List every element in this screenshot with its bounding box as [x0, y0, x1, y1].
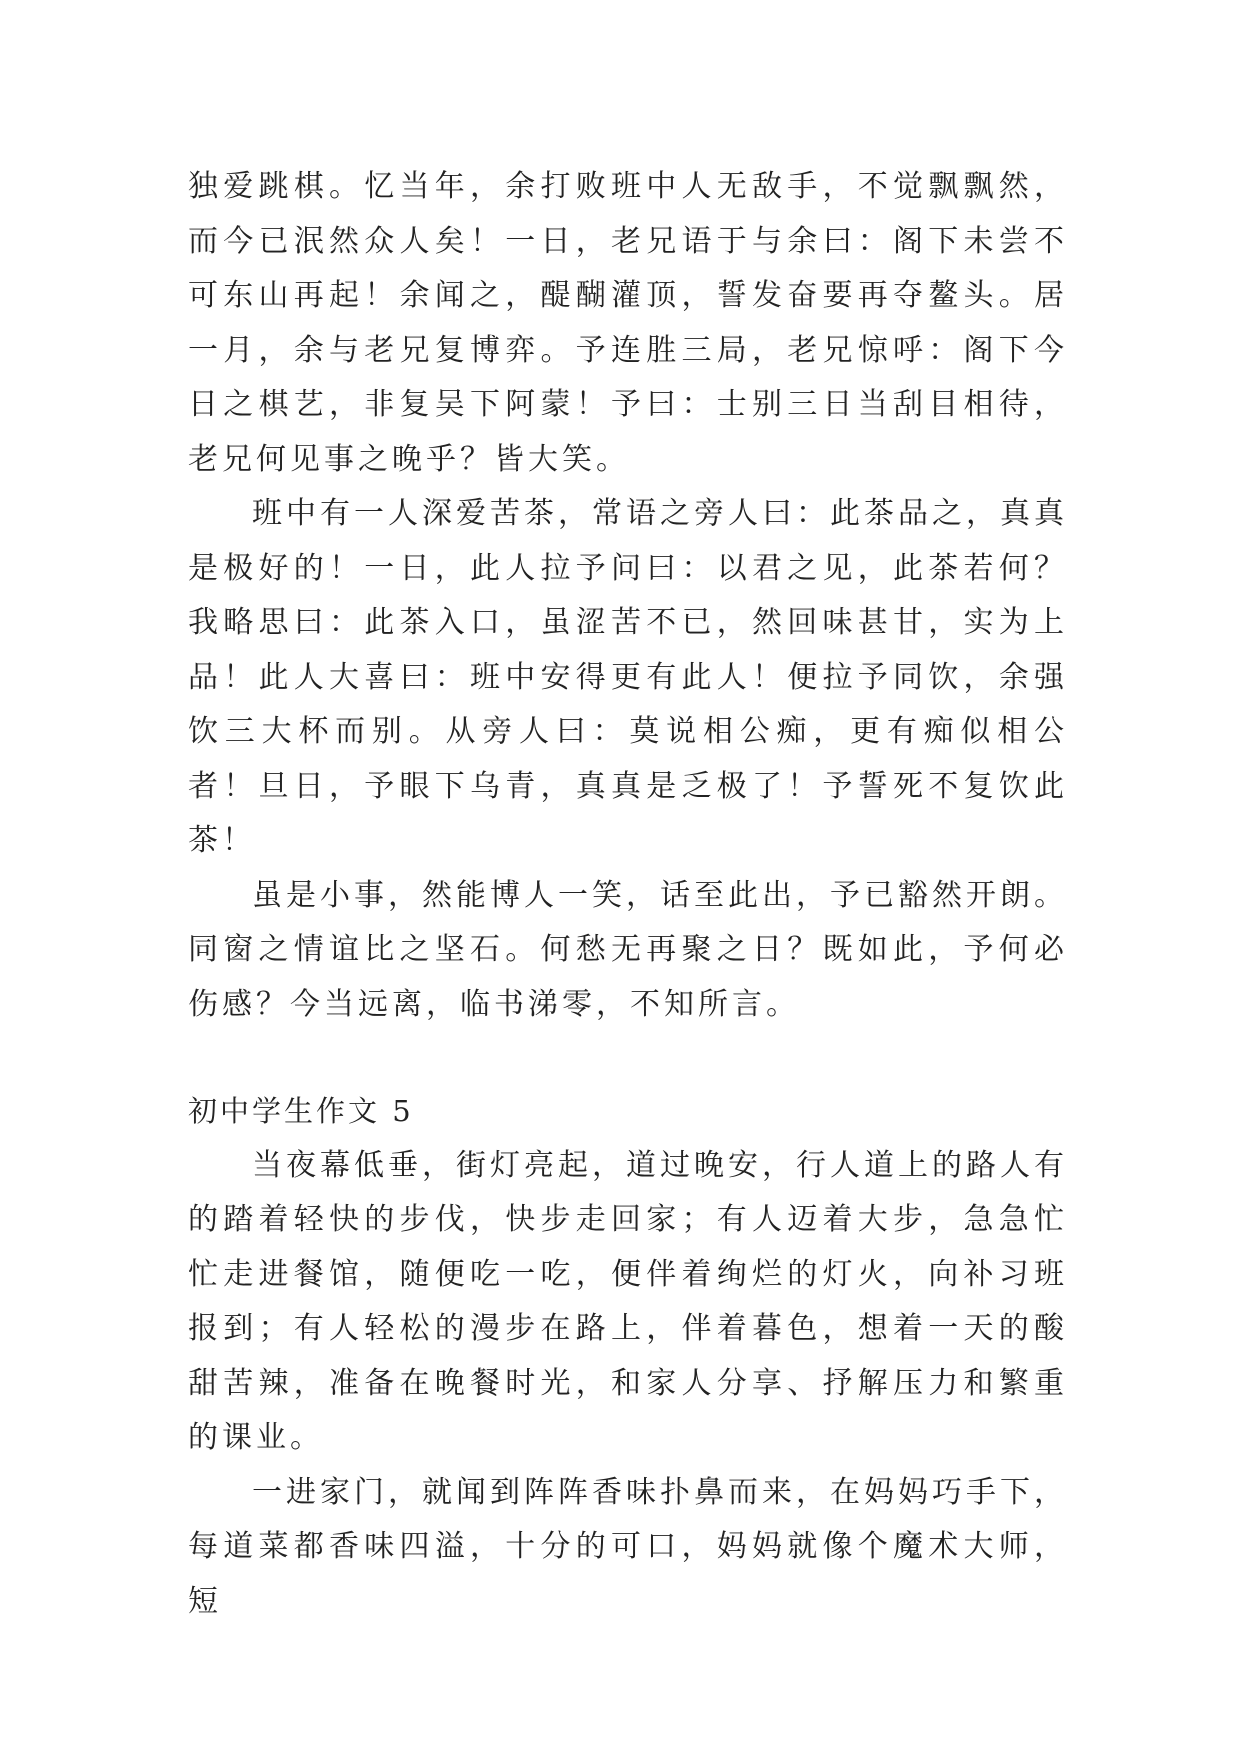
paragraph-evening: 当夜幕低垂，街灯亮起，道过晚安，行人道上的路人有的踏着轻快的步伐，快步走回家；有人迈着大步，急急忙忙走进餐馆，随便吃一吃，便伴着绚烂的灯火，向补习班报到；有人轻松的漫步在路上，伴着暮色，想着一天的酸甜苦辣，准备在晚餐时光，和家人分享、抒解压力和繁重的课业。 [188, 1147, 1068, 1455]
section-title: 初中学生作文 5 [188, 1094, 414, 1128]
document-page [188, 160, 1068, 1629]
paragraph-home: 一进家门，就闻到阵阵香味扑鼻而来，在妈妈巧手下，每道菜都香味四溢，十分的可口，妈妈就像个魔术大师，短 [188, 1474, 1068, 1619]
paragraph-farewell: 虽是小事，然能博人一笑，话至此出，予已豁然开朗。同窗之情谊比之坚石。何愁无再聚之日？既如此，予何必伤感？今当远离，临书涕零，不知所言。 [188, 877, 1068, 1022]
paragraph-tea: 班中有一人深爱苦茶，常语之旁人曰：此茶品之，真真是极好的！一日，此人拉予问曰：以君之见，此茶若何？我略思曰：此茶入口，虽涩苦不已，然回味甚甘，实为上品！此人大喜曰：班中安得更有此人！便拉予同饮，余强饮三大杯而别。从旁人曰：莫说相公痴，更有痴似相公者！旦日，予眼下乌青，真真是乏极了！予誓死不复饮此茶！ [188, 496, 1068, 858]
section-spacer [188, 1032, 1068, 1084]
paragraph-chess: 独爱跳棋。忆当年，余打败班中人无敌手，不觉飘飘然，而今已泯然众人矣！一日，老兄语于与余曰：阁下未尝不可东山再起！余闻之，醍醐灌顶，誓发奋要再夺鳌头。居一月，余与老兄复博弈。予连胜三局，老兄惊呼：阁下今日之棋艺，非复吴下阿蒙！予曰：士别三日当刮目相待，老兄何见事之晚乎？皆大笑。 [188, 169, 1068, 477]
